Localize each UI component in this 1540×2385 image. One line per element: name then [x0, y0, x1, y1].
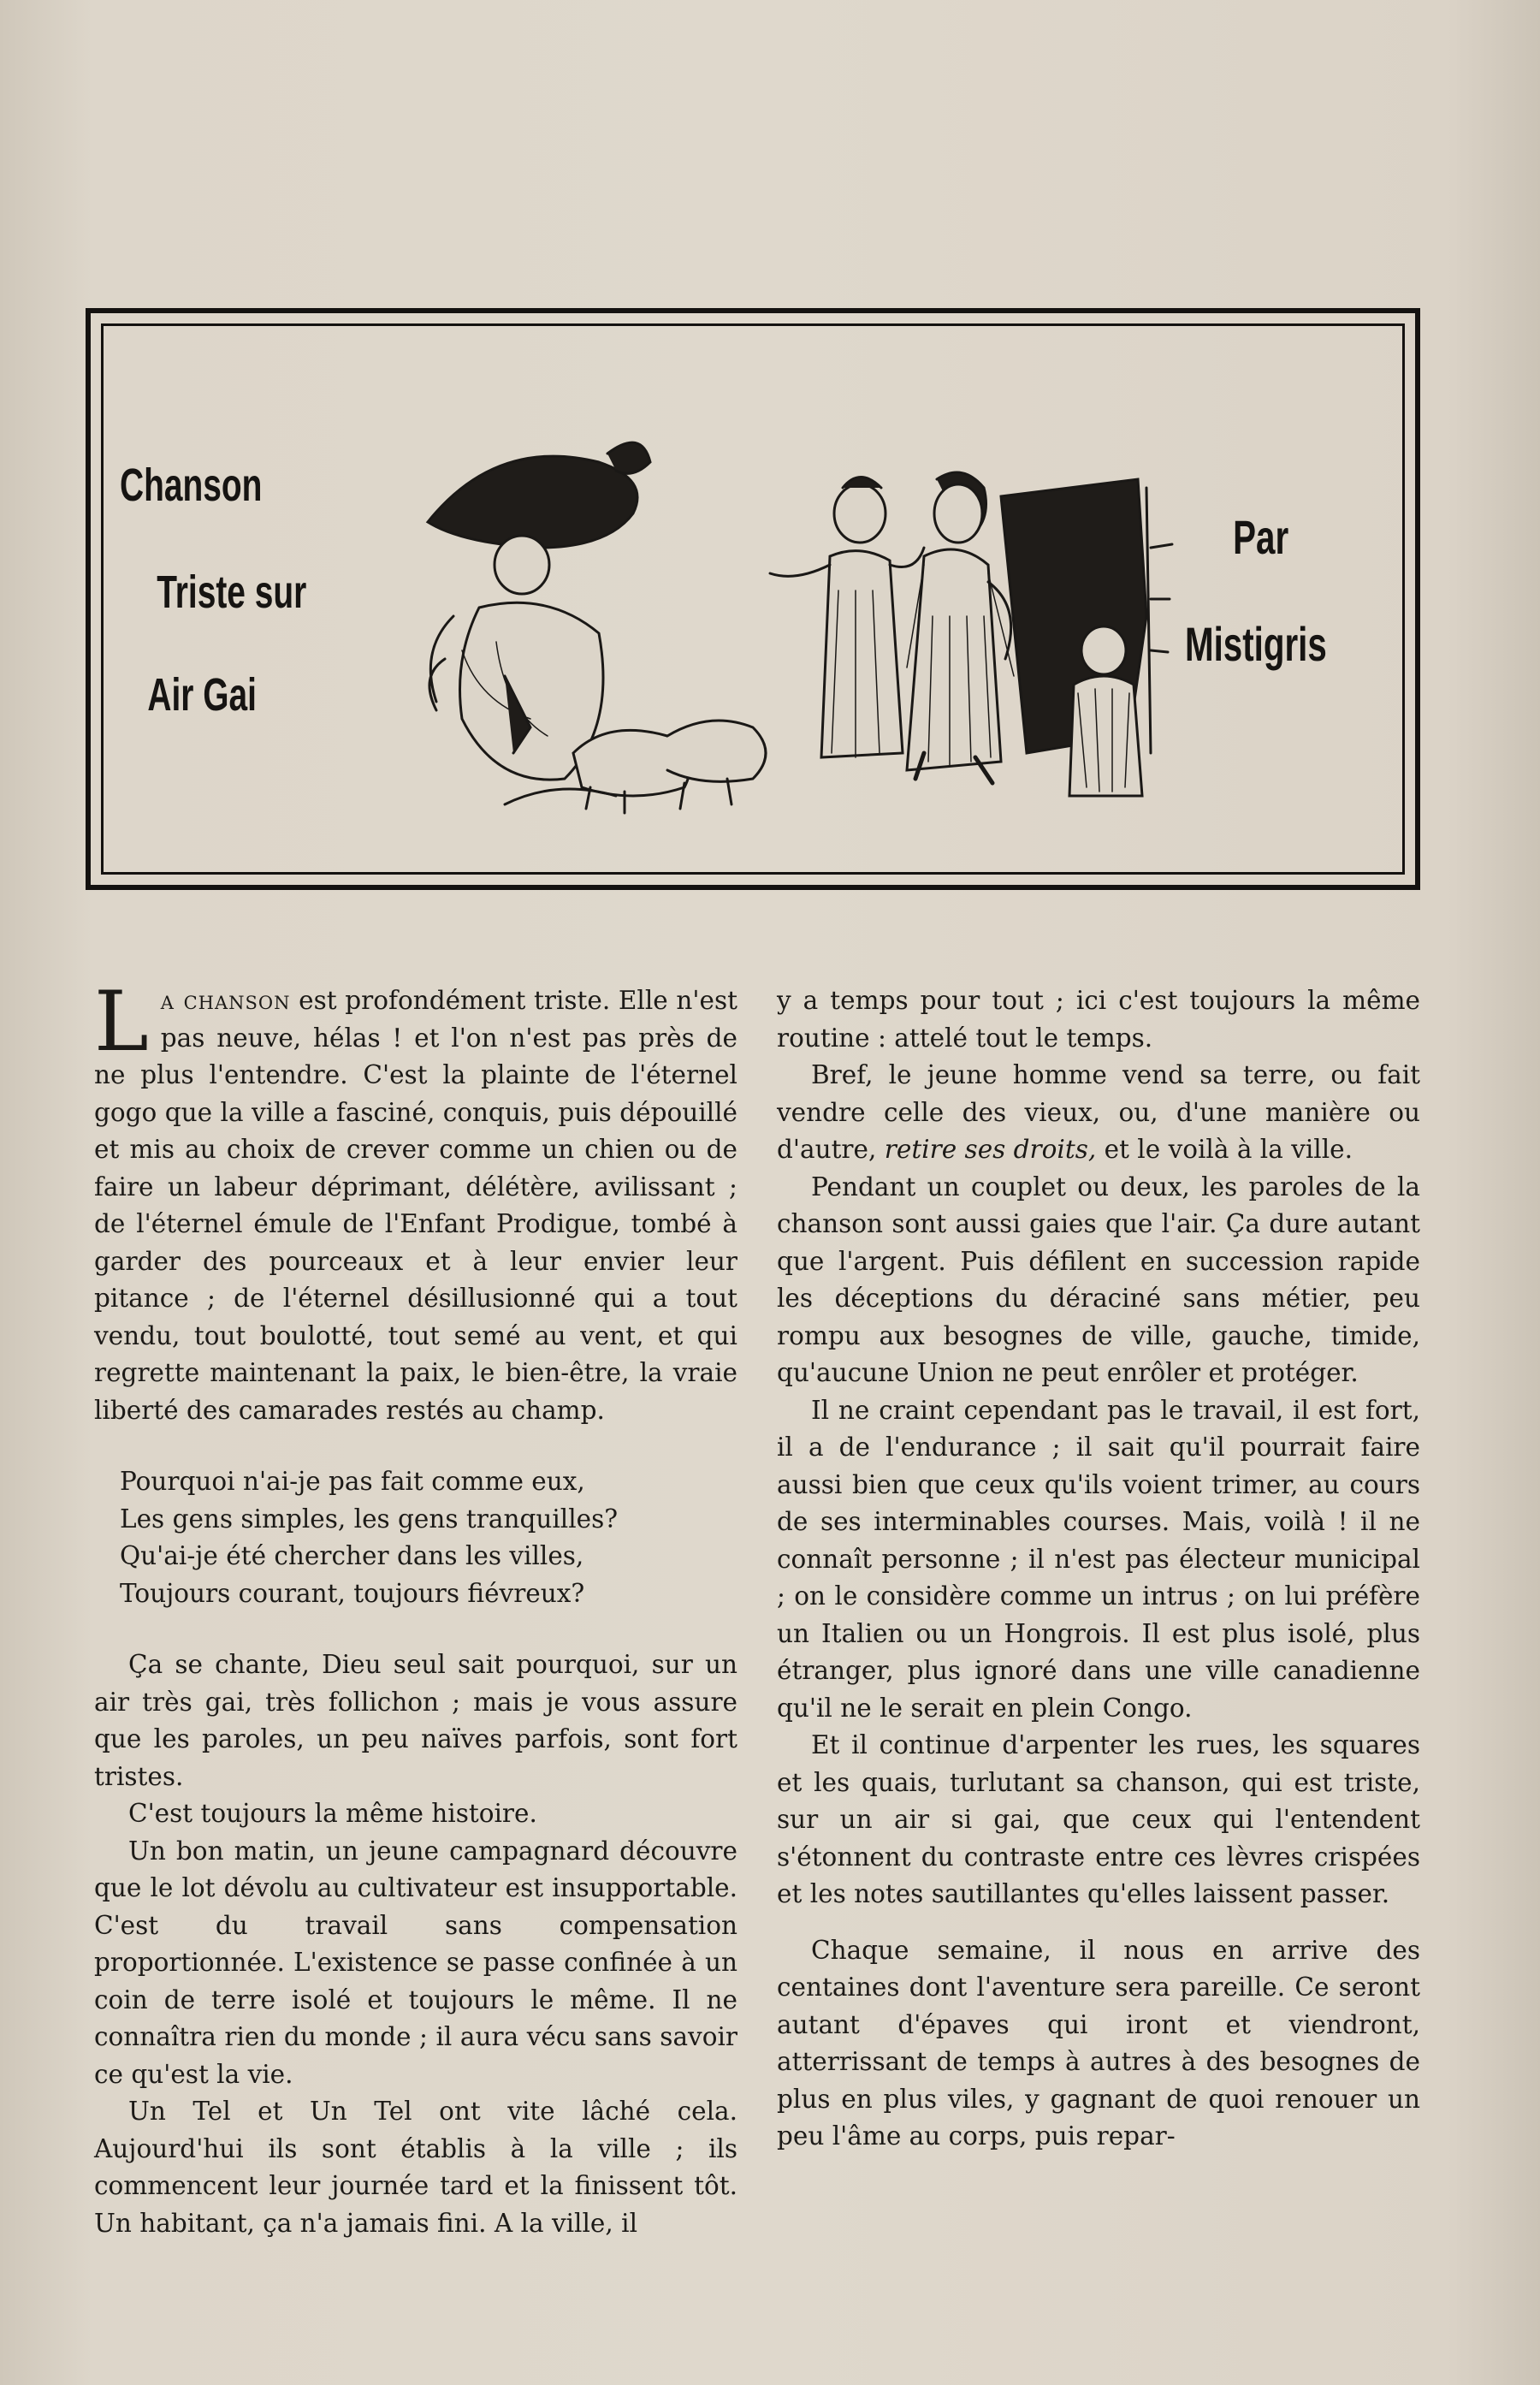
paragraph-2: Ça se chante, Dieu seul sait pourquoi, sur un air très gai, très follichon ; mais je vous assure que les paroles, un peu naïves parfois, sont fort tristes. [94, 1650, 737, 1791]
author-line-1: Par [1233, 510, 1289, 564]
paragraph-7 [777, 1057, 1420, 1169]
drop-cap: L [94, 974, 149, 1070]
verse-line: Les gens simples, les gens tranquilles? [120, 1504, 619, 1534]
paragraph-5: Un Tel et Un Tel ont vite lâché cela. Aujourd'hui ils sont établis à la ville ; ils commencent leur journée tard et la finissent tôt. Un habitant, ça n'a jamais fini. A la ville, il [94, 2097, 737, 2238]
paragraph-10: Et il continue d'arpenter les rues, les squares et les quais, turlutant sa chanson, qui est triste, sur un air si gai, que ceux qui l'entendent s'étonnent du contraste entre ces lèvres crispées et les notes sautillantes qu'elles laissent passer. [777, 1730, 1420, 1908]
title-line-2: Triste sur [157, 567, 307, 618]
column-right [777, 982, 1420, 2156]
paragraph-8: Pendant un couplet ou deux, les paroles de la chanson sont aussi gaies que l'air. Ça dure autant que l'argent. Puis défilent en succession rapide les déceptions du déraciné sans métier, peu rompu aux besognes de ville, gauche, timide, qu'aucune Union ne peut enrôler et protéger. [777, 1172, 1420, 1387]
article-header-box [86, 308, 1420, 890]
verse-line: Toujours courant, toujours fiévreux? [120, 1578, 585, 1608]
opening-words: a chanson [160, 986, 291, 1015]
title-line-1: Chanson [120, 460, 263, 511]
paragraph-7-start: Bref, le jeune homme vend sa terre, ou fait vendre celle des vieux, ou, d'une manière ou d'autre, [777, 1060, 1420, 1164]
paragraph-9: Il ne craint cependant pas le travail, il est fort, il a de l'endurance ; il sait qu'il pourrait faire aussi bien que ceux qu'ils voient trimer, au cours de ses interminables courses. Mais, voilà ! il ne connaît personne ; il n'est pas électeur municipal ; on le considère comme un intrus ; on lui préfère un Italien ou un Hongrois. Il est plus isolé, plus étranger, plus ignoré dans une ville canadienne qu'il ne le serait en plein Congo. [777, 1395, 1420, 1723]
author-line-2: Mistigris [1185, 617, 1327, 671]
paragraph-7-end: et le voilà à la ville. [1104, 1135, 1353, 1164]
paragraph-6: y a temps pour tout ; ici c'est toujours la même routine : attelé tout le temps. [777, 986, 1420, 1053]
title-line-3: Air Gai [147, 669, 257, 721]
column-left [94, 974, 737, 2242]
verse-block [120, 1463, 737, 1612]
paragraph-1 [94, 974, 737, 1429]
verse-line: Qu'ai-je été chercher dans les villes, [120, 1541, 584, 1570]
paragraph-4: Un bon matin, un jeune campagnard découvre que le lot dévolu au cultivateur est insupportable. C'est du travail sans compensation proportionnée. L'existence se passe confinée à un coin de terre isolé et toujours le même. Il ne connaîtra rien du monde ; il aura vécu sans savoir ce qu'est la vie. [94, 1836, 737, 2089]
paragraph-3: C'est toujours la même histoire. [128, 1799, 537, 1828]
illustration-women-scene [376, 394, 1215, 839]
paragraph-11: Chaque semaine, il nous en arrive des centaines dont l'aventure sera pareille. Ce seront autant d'épaves qui iront et viendront, atterrissant de temps à autres à des besognes de plus en plus viles, y gagnant de quoi renouer un peu l'âme au corps, puis repar- [777, 1935, 1420, 2151]
paragraph-7-italic: retire ses droits, [884, 1135, 1097, 1164]
paragraph-spacer [777, 1913, 1420, 1932]
verse-line: Pourquoi n'ai-je pas fait comme eux, [120, 1467, 585, 1496]
paragraph-1-text: est profondément triste. Elle n'est pas neuve, hélas ! et l'on n'est pas près de ne plus l'entendre. C'est la plainte de l'éternel gogo que la ville a fasciné, conquis, puis dépouillé et mis au choix de crever comme un chien ou de faire un labeur déprimant, délétère, avilissant ; de l'éternel émule de l'Enfant Prodigue, tombé à garder des pourceaux et à leur envier leur pitance ; de l'éternel désillusionné qui a tout vendu, tout boulotté, tout semé au vent, et qui regrette maintenant la paix, le bien-être, la vraie liberté des camarades restés au champ. [94, 986, 737, 1425]
